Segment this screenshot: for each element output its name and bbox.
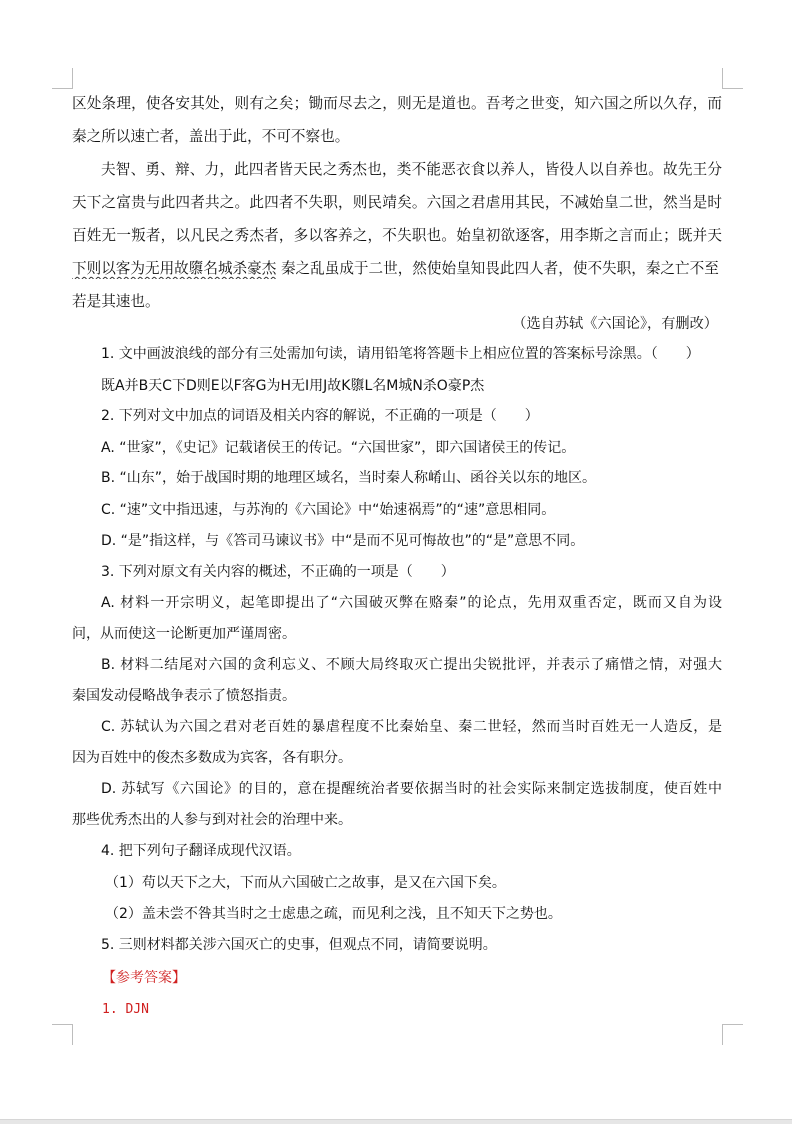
question-1: 1. 文中画波浪线的部分有三处需加句读，请用铅笔将答题卡上相应位置的答案标号涂黑。（ ） bbox=[101, 346, 700, 362]
corner-mark-bottom-left bbox=[52, 1024, 73, 1045]
question-4-sentence-2: （2）盖未尝不咎其当时之士虑患之疏，而见利之浅，且不知天下之势也。 bbox=[105, 906, 562, 922]
question-4-sentence-1: （1）苟以天下之大，下而从六国破亡之故事，是又在六国下矣。 bbox=[105, 875, 506, 891]
question-3-option-a: A. 材料一开宗明义，起笔即提出了“六国破灭弊在赂秦”的论点，先用双重否定，既而又自为设 bbox=[101, 595, 722, 611]
question-3-option-d: D. 苏轼写《六国论》的目的，意在提醒统治者要依据当时的社会实际来制定选拔制度，使百姓中 bbox=[101, 781, 722, 797]
question-4: 4. 把下列句子翻译成现代汉语。 bbox=[101, 843, 301, 859]
question-3-option-b: B. 材料二结尾对六国的贪利忘义、不顾大局终取灭亡提出尖锐批评，并表示了痛惜之情，对强大 bbox=[101, 657, 722, 673]
question-2-option-a: A. “世家”，《史记》记载诸侯王的传记。“六国世家”，即六国诸侯王的传记。 bbox=[101, 440, 576, 456]
passage-line-rest: 秦之乱虽成于二世，然使始皇知畏此四人者，使不失职，秦之亡不至 bbox=[276, 260, 719, 277]
corner-mark-top-left bbox=[52, 68, 73, 89]
corner-mark-bottom-right bbox=[722, 1024, 743, 1045]
answer-heading: 【参考答案】 bbox=[102, 970, 186, 986]
question-2-option-b: B. “山东”，始于战国时期的地理区域名，当时秦人称崤山、函谷关以东的地区。 bbox=[101, 470, 597, 486]
passage-line: 若是其速也。 bbox=[72, 293, 160, 310]
passage-line: 区处条理，使各安其处，则有之矣；锄而尽去之，则无是道也。吾考之世变，知六国之所以久存，而 bbox=[72, 95, 722, 112]
question-3-option-d-cont: 那些优秀杰出的人参与到对社会的治理中来。 bbox=[72, 812, 352, 828]
question-3-option-a-cont: 问，从而使这一论断更加严谨周密。 bbox=[72, 626, 296, 642]
question-5: 5. 三则材料都关涉六国灭亡的史事，但观点不同，请简要说明。 bbox=[101, 937, 497, 953]
passage-line: 天下之富贵与此四者共之。此四者不失职，则民靖矣。六国之君虐用其民，不减始皇二世，然当是时 bbox=[72, 194, 722, 211]
passage-line: 夫智、勇、辩、力，此四者皆天民之秀杰也，类不能恶衣食以养人，皆役人以自养也。故先王分 bbox=[101, 161, 722, 178]
passage-line bbox=[72, 259, 722, 279]
wavy-underlined-text: 下则以客为无用故隳名城杀豪杰 bbox=[72, 260, 277, 277]
question-3: 3. 下列对原文有关内容的概述，不正确的一项是（ ） bbox=[101, 564, 455, 580]
question-2-option-d: D. “是”指这样，与《答司马谏议书》中“是而不见可悔故也”的“是”意思不同。 bbox=[101, 533, 585, 549]
question-3-option-c-cont: 因为百姓中的俊杰多数成为宾客，各有职分。 bbox=[72, 750, 352, 766]
corner-mark-top-right bbox=[722, 68, 743, 89]
page-bottom-divider bbox=[0, 1119, 792, 1124]
answer-1: 1. DJN bbox=[102, 1002, 149, 1017]
question-2-option-c: C. “速”文中指迅速，与苏洵的《六国论》中“始速祸焉”的“速”意思相同。 bbox=[101, 502, 556, 518]
question-2: 2. 下列对文中加点的词语及相关内容的解说，不正确的一项是（ ） bbox=[101, 408, 539, 424]
question-1-options: 既A并B天C下D则E以F客G为H无I用J故K隳L名M城N杀O豪P杰 bbox=[101, 378, 485, 394]
passage-line: 百姓无一叛者，以凡民之秀杰者，多以客养之，不失职也。始皇初欲逐客，用李斯之言而止；既并天 bbox=[72, 227, 722, 244]
passage-line: 秦之所以速亡者，盖出于此，不可不察也。 bbox=[72, 128, 350, 145]
question-3-option-b-cont: 秦国发动侵略战争表示了愤怒指责。 bbox=[72, 688, 296, 704]
passage-source: （选自苏轼《六国论》，有删改） bbox=[512, 316, 718, 332]
question-3-option-c: C. 苏轼认为六国之君对老百姓的暴虐程度不比秦始皇、秦二世轻，然而当时百姓无一人造反，是 bbox=[101, 719, 722, 735]
